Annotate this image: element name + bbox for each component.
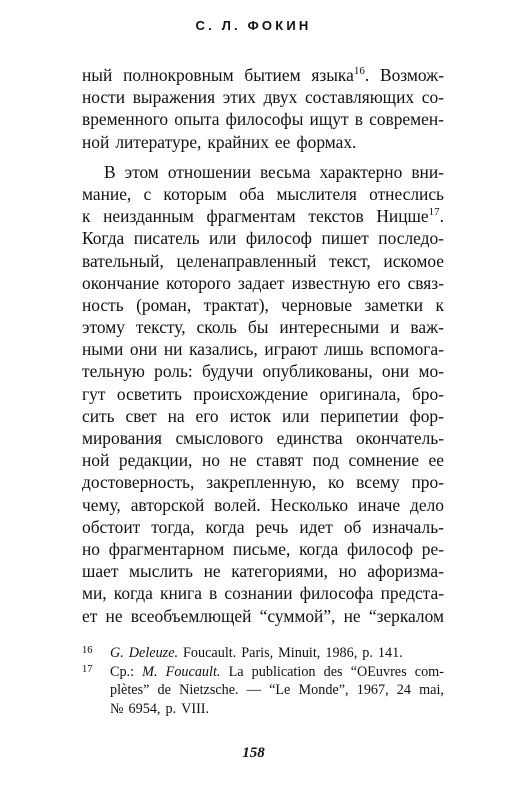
text-line: [82, 131, 444, 153]
footnote-line: [110, 644, 444, 663]
word: дело: [410, 494, 444, 515]
word: последо-: [378, 228, 444, 249]
word: философы: [225, 109, 304, 130]
word: черновые: [281, 294, 353, 315]
word: философ: [245, 228, 312, 249]
word: plètes”: [110, 682, 150, 698]
text-line: [82, 538, 444, 560]
footnote-entry: [82, 663, 444, 719]
word: задает: [238, 272, 285, 293]
word: интересными: [279, 317, 380, 338]
word: книга: [160, 583, 202, 604]
word: 141.: [377, 645, 403, 661]
word: ной: [82, 131, 110, 152]
footnotes: [82, 644, 444, 718]
word: ный: [82, 65, 113, 85]
word: характерно: [319, 161, 403, 182]
word: смыслового: [175, 428, 264, 448]
word: p.: [362, 645, 373, 661]
text-line: [82, 605, 444, 627]
word: ее: [428, 450, 444, 471]
word: текстов: [308, 206, 364, 227]
word: de: [157, 682, 171, 698]
body-text: [82, 64, 444, 627]
word: письме,: [233, 538, 291, 559]
word: волей.: [214, 494, 261, 515]
word: временного: [82, 109, 169, 130]
word: не: [229, 450, 247, 471]
footnote-line: [110, 681, 444, 700]
word: обстоит: [82, 516, 141, 537]
word: Несколько: [270, 494, 349, 515]
word: “зеркалом: [368, 605, 444, 626]
word: в: [354, 109, 363, 130]
text-line: [82, 471, 444, 493]
word: или: [282, 405, 310, 426]
word: заметки: [364, 294, 424, 315]
word: изначаль-: [372, 516, 444, 537]
word: но: [338, 561, 357, 582]
word: предста-: [380, 583, 444, 604]
text-line: [82, 494, 444, 516]
word: полнокровным: [123, 65, 234, 85]
author-name: M.: [142, 663, 158, 680]
text-line: [82, 560, 444, 582]
word: вспомога-: [370, 339, 444, 360]
paragraph-gap: [82, 153, 444, 161]
word: формах.: [296, 131, 357, 152]
word: (роман,: [136, 294, 192, 315]
word: Minuit,: [278, 645, 321, 661]
word: ее: [274, 131, 291, 152]
word: которого: [166, 272, 231, 293]
word: искомое: [383, 250, 444, 271]
word: мание,: [82, 183, 132, 204]
word: лишь: [324, 339, 364, 360]
running-head: С. Л. ФОКИН: [195, 18, 312, 33]
word: Foucault.: [183, 645, 237, 661]
word: отнеслись: [369, 183, 444, 204]
word: бы: [247, 317, 269, 338]
word: бытием: [244, 65, 301, 85]
word: ет: [82, 605, 98, 626]
word: этих: [222, 87, 256, 108]
footnote-entry: [82, 644, 444, 663]
word: осветить: [116, 383, 182, 404]
word: речь: [255, 516, 289, 537]
word: происхождение: [193, 383, 309, 404]
word: Paris,: [241, 645, 274, 661]
word: закрепленную,: [206, 472, 317, 493]
word: оба: [239, 183, 265, 204]
word: тельную: [82, 361, 145, 382]
word: в: [209, 583, 218, 604]
word: философа: [299, 583, 374, 604]
word: играют: [264, 339, 318, 360]
text-line: [82, 227, 444, 249]
word: ной: [82, 450, 110, 471]
word: La: [228, 663, 244, 680]
word: опыта: [174, 109, 220, 130]
word: свет: [125, 405, 157, 426]
word: писатель: [133, 228, 200, 249]
word: этом: [124, 161, 159, 182]
word: “OEuvres: [350, 663, 407, 680]
text-line: [82, 272, 444, 294]
word: отношении: [167, 161, 251, 182]
word: мо-: [418, 361, 444, 382]
word: связ-: [407, 272, 444, 293]
text-line: [82, 360, 444, 382]
word: сить: [82, 405, 115, 426]
word: ре-: [421, 538, 444, 559]
word: “Le: [269, 682, 291, 698]
word: всему: [356, 472, 400, 493]
footnote-number: 17: [82, 663, 93, 675]
word: com-: [414, 663, 444, 680]
word: ставят: [256, 450, 303, 471]
author-name: Foucault.: [165, 663, 221, 680]
word: на: [167, 405, 185, 426]
text-line: [82, 383, 444, 405]
word: известную: [291, 272, 371, 293]
word: будучи: [201, 361, 254, 382]
text-line: [82, 316, 444, 338]
word: афоризма-: [367, 561, 444, 582]
word: “суммой”,: [259, 605, 336, 626]
text-line: [82, 205, 444, 227]
word: —: [246, 682, 261, 698]
word: когда: [113, 583, 153, 604]
word: не: [105, 605, 123, 626]
word: роль:: [154, 361, 193, 382]
word: под: [312, 450, 339, 471]
word: которым: [163, 183, 227, 204]
word: весьма: [259, 161, 311, 182]
word: №: [110, 700, 124, 717]
word: двух: [263, 87, 298, 108]
word: редакции,: [118, 450, 193, 471]
text-line: [82, 427, 444, 449]
word: казались,: [189, 339, 258, 360]
word: со-: [421, 87, 444, 108]
word: оригинала,: [319, 383, 401, 404]
author-name: G.: [110, 645, 124, 661]
text-line: [82, 64, 444, 86]
word: вни-: [411, 161, 444, 182]
footnote-number: 16: [82, 645, 93, 656]
word: тексту,: [135, 317, 186, 338]
word: mai,: [419, 682, 444, 698]
word: сознании: [224, 583, 293, 604]
word: мирования: [82, 428, 163, 448]
word: Возмож-: [380, 65, 444, 85]
word: всеобъемлющей: [130, 605, 252, 626]
word: чему,: [82, 494, 121, 515]
word: ищут: [309, 109, 349, 130]
word: 6954,: [128, 700, 161, 717]
word: его: [195, 405, 219, 426]
word: неизданным: [103, 206, 194, 227]
word: идет: [299, 516, 333, 537]
word: окончание: [82, 272, 160, 293]
word: но: [201, 450, 220, 471]
text-line: [82, 582, 444, 604]
word: когда: [205, 516, 245, 537]
word: гут: [82, 383, 106, 404]
word: 24: [396, 682, 411, 698]
word: пишет: [321, 228, 369, 249]
word: исток: [229, 405, 272, 426]
text-line: [82, 161, 444, 183]
text-line: [82, 86, 444, 108]
word: фор-: [409, 405, 444, 426]
word: иначе: [357, 494, 401, 515]
text-line: [82, 516, 444, 538]
word: p.: [165, 700, 177, 717]
word: В: [104, 161, 116, 182]
word: мыслить: [129, 561, 193, 582]
word: этому: [82, 317, 125, 338]
footnote-line: [110, 700, 444, 719]
word: трактат),: [203, 294, 269, 315]
word: тогда,: [151, 516, 195, 537]
word: des: [323, 663, 343, 680]
text-line: [82, 405, 444, 427]
page-number: 158: [242, 745, 265, 761]
word: бро-: [411, 383, 444, 404]
word: его: [377, 272, 401, 293]
word: ми,: [82, 583, 107, 604]
word: к: [82, 206, 91, 227]
word: ными: [82, 339, 124, 360]
word: Когда: [82, 228, 125, 249]
word: сомнение: [348, 450, 419, 471]
word: опубликованы,: [262, 361, 373, 382]
word: вательный,: [82, 250, 164, 271]
text-line: [82, 294, 444, 316]
word: но: [82, 538, 101, 559]
word: фрагментам: [206, 206, 296, 227]
word: не: [203, 561, 221, 582]
word: категориями,: [231, 561, 329, 582]
word: про-: [411, 472, 444, 493]
word: выражения: [132, 87, 216, 108]
word: и: [390, 317, 400, 338]
text-line: [82, 250, 444, 272]
word: текст,: [329, 250, 371, 271]
word: ность: [82, 294, 124, 315]
word: окончатель-: [356, 428, 444, 448]
word: достоверность,: [82, 472, 195, 493]
word: литературе,: [115, 131, 202, 152]
word: VIII.: [181, 700, 210, 717]
footnote-line: [110, 663, 444, 682]
word: Cp.:: [110, 663, 135, 680]
text-line: [82, 183, 444, 205]
word: или: [209, 228, 237, 249]
word: об: [343, 516, 362, 537]
footnote-ref[interactable]: 17: [428, 206, 440, 219]
word: Nietzsche.: [179, 682, 239, 698]
word: сколь: [196, 317, 237, 338]
word: единства: [276, 428, 343, 448]
word: фрагментарном: [108, 538, 225, 559]
word: они: [129, 339, 158, 360]
word: когда: [299, 538, 339, 559]
word: они: [381, 361, 410, 382]
word: 1967,: [356, 682, 389, 698]
text-line: [82, 108, 444, 130]
word: составляющих: [304, 87, 415, 108]
word: ности: [82, 87, 126, 108]
word: важ-: [410, 317, 444, 338]
word: целенаправленный: [176, 250, 317, 271]
word: publication: [251, 663, 316, 680]
word: мыслителя: [276, 183, 357, 204]
word: авторской: [130, 494, 205, 515]
text-line: [82, 338, 444, 360]
word: к: [435, 294, 444, 315]
word: не: [343, 605, 361, 626]
word: ко: [327, 472, 345, 493]
word: современ-: [369, 109, 444, 130]
word: ни: [163, 339, 183, 360]
footnote-ref[interactable]: 16: [353, 65, 365, 77]
text-line: [82, 449, 444, 471]
word: 1986,: [325, 645, 358, 661]
word: языка$^{16}$.: [311, 65, 370, 85]
word: шает: [82, 561, 119, 582]
word: Ницше$^{17}$.: [376, 206, 444, 227]
word: крайних: [207, 131, 269, 152]
author-name: Deleuze.: [128, 645, 179, 661]
word: Monde”,: [298, 682, 349, 698]
word: философ: [346, 538, 414, 559]
word: с: [143, 183, 152, 204]
word: перипетии: [320, 405, 399, 426]
